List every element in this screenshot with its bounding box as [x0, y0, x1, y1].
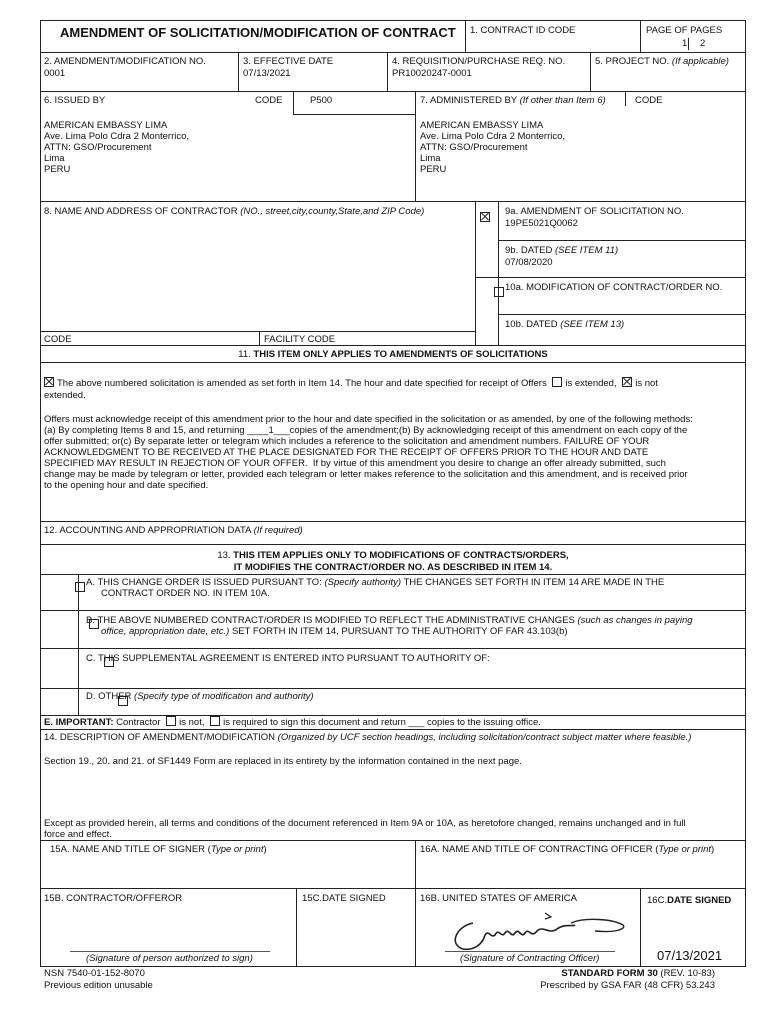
requisition-label: 4. REQUISITION/PURCHASE REQ. NO. — [392, 56, 566, 67]
contractor-offeror-label: 15B. CONTRACTOR/OFFEROR — [44, 893, 183, 904]
nsn-number: NSN 7540-01-152-8070 — [44, 968, 145, 979]
previous-edition: Previous edition unusable — [44, 980, 153, 991]
item13d-text: D. OTHER (Specify type of modification and authority) — [86, 691, 314, 702]
prescribed-by: Prescribed by GSA FAR (48 CFR) 53.243 — [540, 980, 715, 991]
amend-solicitation-checkbox[interactable] — [480, 212, 490, 222]
pages-total: 2 — [700, 38, 706, 49]
amend-solicitation-value: 19PE5021Q0062 — [505, 218, 578, 229]
item13c-text: C. THIS SUPPLEMENTAL AGREEMENT IS ENTERED INTO PURSUANT TO AUTHORITY OF: — [86, 653, 490, 664]
form-title: AMENDMENT OF SOLICITATION/MODIFICATION OF CONTRACT — [60, 25, 456, 40]
amended-checkbox[interactable] — [44, 377, 54, 387]
administered-by-label: 7. ADMINISTERED BY (If other than Item 6) — [420, 95, 606, 106]
amendment-no-label: 2. AMENDMENT/MODIFICATION NO. — [44, 56, 206, 67]
usa-label: 16B. UNITED STATES OF AMERICA — [420, 893, 577, 904]
is-required-checkbox[interactable] — [210, 716, 220, 726]
modification-10a-label: 10a. MODIFICATION OF CONTRACT/ORDER NO. — [505, 282, 723, 293]
important-line: E. IMPORTANT: Contractor is not, is required to sign this document and return ___ copies to the issuing office. — [44, 717, 541, 728]
amend-solicitation-label: 9a. AMENDMENT OF SOLICITATION NO. — [505, 206, 684, 217]
signer-name-label: 15A. NAME AND TITLE OF SIGNER (Type or print) — [50, 844, 267, 855]
not-extended-checkbox[interactable] — [622, 377, 632, 387]
issued-by-address: AMERICAN EMBASSY LIMA Ave. Lima Polo Cdra 2 Monterrico, ATTN: GSO/Procurement Lima PERU — [44, 120, 190, 175]
page-of-pages-label: PAGE OF PAGES — [646, 25, 723, 36]
contractor-label: 8. NAME AND ADDRESS OF CONTRACTOR (NO., street,city,county,State,and ZIP Code) — [44, 206, 425, 217]
dated-9b-value: 07/08/2020 — [505, 257, 553, 268]
effective-date-value: 07/13/2021 — [243, 68, 291, 79]
requisition-value: PR10020247-0001 — [392, 68, 472, 79]
accounting-label: 12. ACCOUNTING AND APPROPRIATION DATA (If required) — [44, 525, 303, 536]
amendment-no-value: 0001 — [44, 68, 66, 79]
issued-code-label: CODE — [255, 95, 283, 106]
description-label: 14. DESCRIPTION OF AMENDMENT/MODIFICATION (Organized by UCF section headings, including solicitation/contract subject matter where feasible.) — [44, 732, 692, 743]
item11-para: Offers must acknowledge receipt of this amendment prior to the hour and date specified in the solicitation or as amended, by one of the following methods: (a) By completing Items 8 and 15, and returning ____1___copies of the amendment;(b) By acknowledging receipt of this amendment on each copy of the offer submitted; or(c) By separate letter or telegram which includes a reference to the solicitation and amendment numbers. FAILURE OF YOUR ACKNOWLEDGMENT TO BE RECEIVED AT THE PLACE DESIGNATED FOR THE RECEIPT OF OFFERS PRIOR TO THE HOUR AND DATE SPECIFIED MAY RESULT IN REJECTION OF YOUR OFFER. If by virtue of this amendment you desire to change an offer already submitted, such change may be made by telegram or letter, provided each telegram or letter makes reference to the solicitation and this amendment, and is received prior to the opening hour and date specified. — [44, 414, 693, 491]
page-number: 1 — [682, 38, 688, 49]
dated-9b-label: 9b. DATED (SEE ITEM 11) — [505, 245, 619, 256]
date-signed-16c-label: 16C.DATE SIGNED — [647, 895, 732, 906]
extended-checkbox[interactable] — [552, 377, 562, 387]
officer-name-label: 16A. NAME AND TITLE OF CONTRACTING OFFICER (Type or print) — [420, 844, 715, 855]
item13-heading: 13. THIS ITEM APPLIES ONLY TO MODIFICATIONS OF CONTRACTS/ORDERS, — [217, 550, 569, 561]
contracting-officer-signature — [445, 905, 635, 955]
item13-heading2: IT MODIFIES THE CONTRACT/ORDER NO. AS DESCRIBED IN ITEM 14. — [233, 562, 553, 573]
copies-value: 1 — [268, 425, 274, 436]
item11-line1: The above numbered solicitation is amended as set forth in Item 14. The hour and date specified for receipt of Offers is extended, is not — [44, 378, 744, 389]
issued-code-value: P500 — [310, 95, 333, 106]
date-signed-15c-label: 15C.DATE SIGNED — [302, 893, 386, 904]
issued-by-label: 6. ISSUED BY — [44, 95, 106, 106]
officer-date-signed: 07/13/2021 — [657, 948, 723, 963]
item11-heading: 11. THIS ITEM ONLY APPLIES TO AMENDMENTS OF SOLICITATIONS — [238, 349, 548, 360]
is-not-checkbox[interactable] — [166, 716, 176, 726]
standard-form-label: STANDARD FORM 30 (REV. 10-83) — [561, 968, 715, 979]
signature-officer-caption: (Signature of Contracting Officer) — [460, 953, 600, 964]
contract-id-label: 1. CONTRACT ID CODE — [470, 25, 576, 36]
item13b-text: B. THE ABOVE NUMBERED CONTRACT/ORDER IS MODIFIED TO REFLECT THE ADMINISTRATIVE CHANGES (such as changes in paying office, appropriation date, etc.) SET FORTH IN ITEM 14, PURSUANT TO THE AUTHORITY OF FAR 43.103(b) — [86, 615, 693, 637]
project-no-label: 5. PROJECT NO. (If applicable) — [595, 56, 729, 67]
item11-extended: extended. — [44, 390, 86, 401]
modification-checkbox[interactable] — [494, 287, 504, 297]
effective-date-label: 3. EFFECTIVE DATE — [243, 56, 334, 67]
description-text: Section 19., 20. and 21. of SF1449 Form are replaced in its entirety by the information contained in the next page. — [44, 756, 522, 767]
admin-code-label: CODE — [635, 95, 663, 106]
item13a-text: A. THIS CHANGE ORDER IS ISSUED PURSUANT TO: (Specify authority) THE CHANGES SET FORTH IN ITEM 14 ARE MADE IN THE CONTRACT ORDER NO. IN ITEM 10A. — [86, 577, 665, 599]
item13a-checkbox[interactable] — [75, 582, 85, 592]
except-text: Except as provided herein, all terms and conditions of the document referenced in Item 9A or 10A, as heretofore changed, remains unchanged and in full force and effect. — [44, 818, 686, 840]
facility-code-label: FACILITY CODE — [264, 334, 336, 345]
signature-person-caption: (Signature of person authorized to sign) — [86, 953, 253, 964]
contractor-code-label: CODE — [44, 334, 72, 345]
administered-by-address: AMERICAN EMBASSY LIMA Ave. Lima Polo Cdra 2 Monterrico, ATTN: GSO/Procurement Lima PERU — [420, 120, 566, 175]
dated-10b-label: 10b. DATED (SEE ITEM 13) — [505, 319, 625, 330]
